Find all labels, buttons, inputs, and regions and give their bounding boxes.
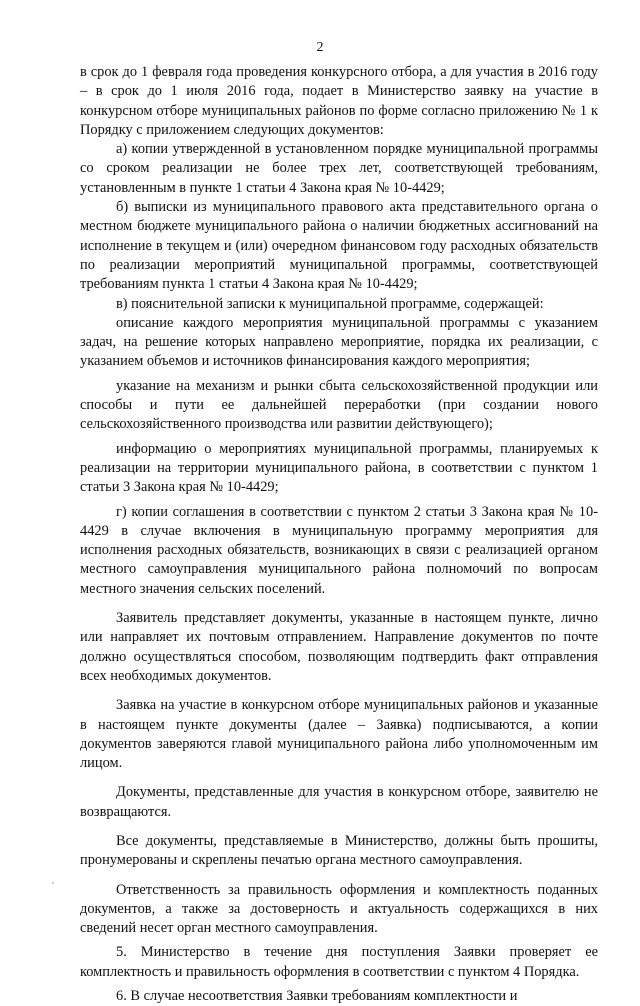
paragraph-item-v: в) пояснительной записки к муниципальной программе, содержащей: <box>116 295 544 312</box>
paragraph-information: информацию о мероприятиях муниципальной программы, планируемых к реализации на территории муниципального района, в соответствии с пунктом 1 статьи 3 Закона края № 10-4429; <box>80 440 598 496</box>
paragraph-binding: Все документы, представляемые в Министерство, должны быть прошиты, пронумерованы и скреплены печатью органа местного самоуправления. <box>80 832 598 869</box>
paragraph-item-g: г) копии соглашения в соответствии с пунктом 2 статьи 3 Закона края № 10-4429 в случае включения в муниципальную программу мероприятия для исполнения расходных обязательств, возникающих в связи с реализацией органом местного самоуправления муниципального района полномочий по вопросам местного значения сельских поселений. <box>80 503 598 597</box>
paragraph-responsibility: Ответственность за правильность оформления и комплектность поданных документов, а также за достоверность и актуальность содержащихся в них сведений несет орган местного самоуправления. <box>80 881 598 937</box>
paragraph-item-b: б) выписки из муниципального правового акта представительного органа о местном бюджете муниципального района о наличии бюджетных ассигнований на исполнение в текущем и (или) очередном финансовом году расходных обязательств по реализации мероприятий муниципальной программы, соответствующей требованиям пункта 1 статьи 4 Закона края № 10-4429; <box>80 199 598 293</box>
paragraph-intro: в срок до 1 февраля года проведения конкурсного отбора, а для участия в 2016 году – в срок до 1 июля 2016 года, подает в Министерство заявку на участие в конкурсном отборе муниципальных районов по форме согласно приложению № 1 к Порядку с приложением следующих документов: <box>80 64 598 138</box>
page-number: 2 <box>316 40 324 55</box>
paragraph-application: Заявка на участие в конкурсном отборе муниципальных районов и указанные в настоящем пункте документы (далее – Заявка) подписываются, а копии документов заверяются главой муниципального района либо уполномоченным им лицом. <box>80 697 598 772</box>
paragraph-item-a: а) копии утвержденной в установленном порядке муниципальной программы со сроком реализации не более трех лет, соответствующей требованиям, установленным в пункте 1 статьи 4 Закона края № 10-4429; <box>80 141 598 196</box>
paragraph-submission: Заявитель представляет документы, указанные в настоящем пункте, лично или направляет их почтовым отправлением. Направление документов по почте должно осуществляться способом, позволяющим подтвердить факт отправления всех необходимых документов. <box>80 610 598 684</box>
document-body <box>80 63 598 1006</box>
paragraph-description: описание каждого мероприятия муниципальной программы с указанием задач, на решение которых направлено мероприятие, порядка их реализации, с указанием объемов и источников финансирования каждого мероприятия; <box>80 314 598 370</box>
paragraph-no-return: Документы, представленные для участия в конкурсном отборе, заявителю не возвращаются. <box>80 784 598 820</box>
scan-speck <box>52 882 54 884</box>
paragraph-point-6: 6. В случае несоответствия Заявки требованиям комплектности и <box>116 988 518 1005</box>
paragraph-point-5: 5. Министерство в течение дня поступления Заявки проверяет ее комплектность и правильность оформления в соответствии с пунктом 4 Порядка. <box>80 944 598 980</box>
paragraph-mechanism: указание на механизм и рынки сбыта сельскохозяйственной продукции или способы и пути ее дальнейшей переработки (при создании нового сельскохозяйственного производства или развитии действующего); <box>80 377 598 433</box>
